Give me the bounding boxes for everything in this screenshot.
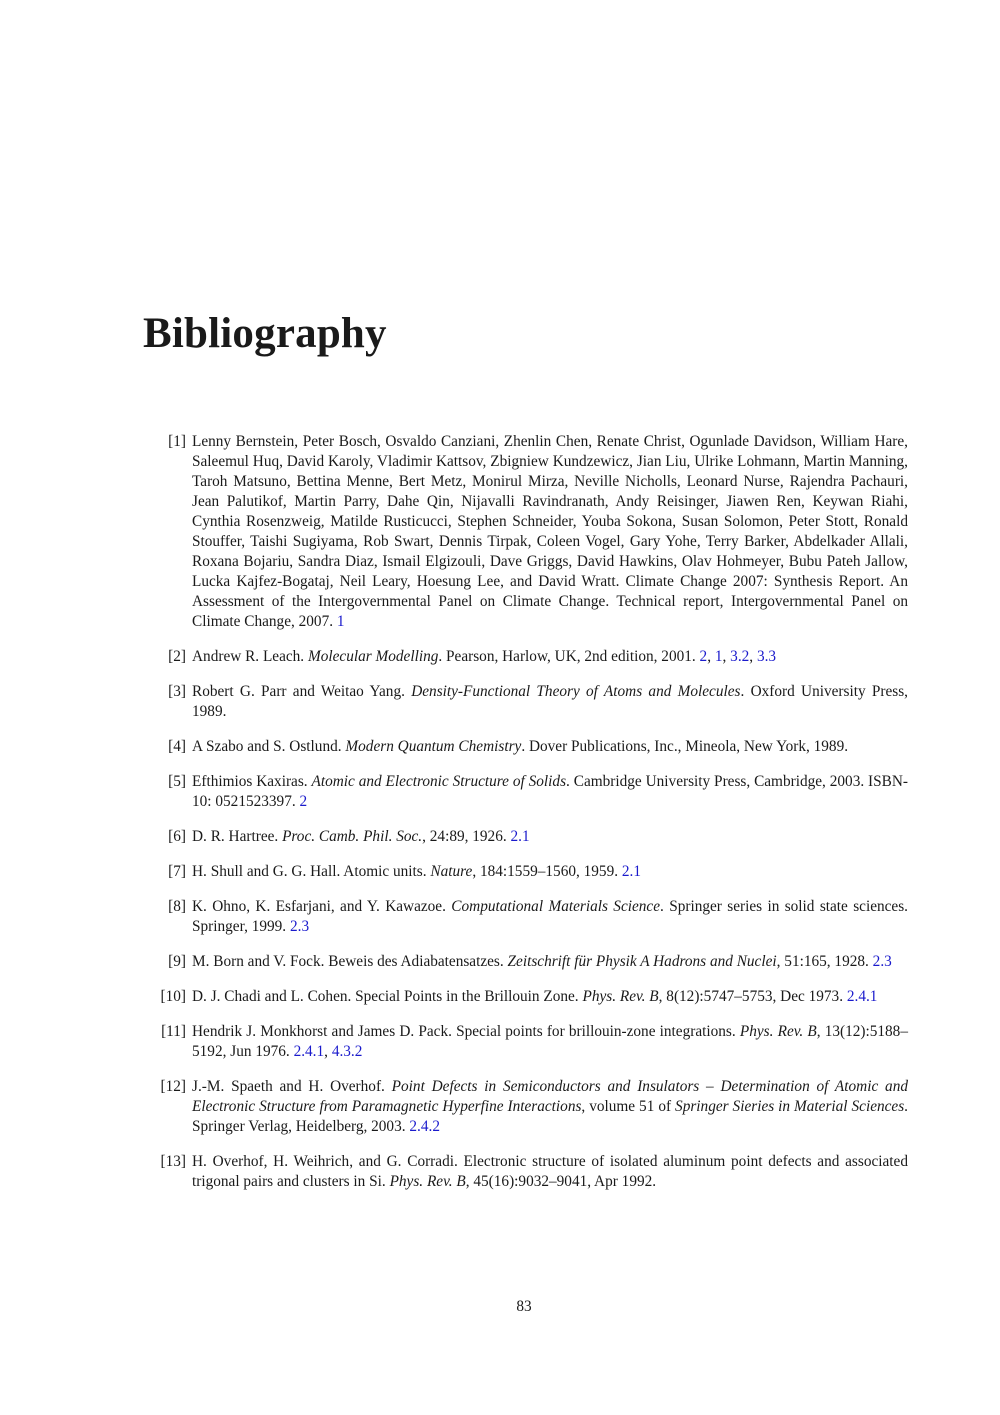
reference-plain-text: . Oxford University Press, 1989.	[192, 683, 909, 720]
reference-text	[186, 897, 908, 937]
reference-plain-text: . Dover Publications, Inc., Mineola, New York, 1989.	[521, 738, 849, 755]
reference-plain-text: Hendrik J. Monkhorst and James D. Pack. Special points for brillouin-zone integrations.	[192, 1023, 740, 1040]
reference-item	[140, 862, 908, 882]
reference-plain-text: Robert G. Parr and Weitao Yang.	[192, 683, 412, 700]
reference-item	[140, 1152, 908, 1192]
reference-italic-text: Proc. Camb. Phil. Soc.	[282, 828, 423, 845]
back-reference-link[interactable]: 2	[699, 648, 708, 665]
reference-number: [10]	[160, 988, 186, 1005]
reference-plain-text: ,	[707, 648, 715, 665]
reference-text	[186, 647, 908, 667]
reference-plain-text: ,	[722, 648, 731, 665]
reference-item	[140, 952, 908, 972]
reference-plain-text: M. Born and V. Fock. Beweis des Adiabatensatzes.	[192, 953, 508, 970]
reference-number: [4]	[168, 738, 186, 755]
back-reference-link[interactable]: 2.4.1	[293, 1043, 325, 1060]
reference-item	[140, 737, 908, 757]
reference-italic-text: Computational Materials Science	[451, 898, 661, 915]
reference-italic-text: Molecular Modelling	[307, 648, 439, 665]
reference-text	[186, 827, 908, 847]
reference-text	[186, 952, 908, 972]
reference-text	[186, 682, 908, 722]
back-reference-link[interactable]: 2.1	[510, 828, 530, 845]
reference-plain-text: ,	[749, 648, 757, 665]
reference-plain-text: Andrew R. Leach.	[192, 648, 308, 665]
reference-item	[140, 897, 908, 937]
reference-item	[140, 432, 908, 632]
reference-number: [2]	[168, 648, 186, 665]
reference-plain-text: D. J. Chadi and L. Cohen. Special Points in the Brillouin Zone.	[192, 988, 583, 1005]
back-reference-link[interactable]: 2.3	[289, 918, 310, 935]
reference-italic-text: Modern Quantum Chemistry	[345, 738, 522, 755]
reference-italic-text: Atomic and Electronic Structure of Solids	[311, 773, 567, 790]
reference-plain-text: H. Shull and G. G. Hall. Atomic units.	[192, 863, 431, 880]
reference-item	[140, 1022, 908, 1062]
back-reference-link[interactable]: 2.1	[621, 863, 642, 880]
reference-italic-text: Nature	[430, 863, 473, 880]
reference-text	[186, 1152, 908, 1192]
reference-item	[140, 1077, 908, 1137]
back-reference-link[interactable]: 2.4.2	[409, 1118, 440, 1135]
reference-plain-text: . Springer series in solid state sciences. Springer, 1999.	[192, 898, 908, 935]
reference-italic-text: Density-Functional Theory of Atoms and Molecules	[411, 683, 741, 700]
reference-number: [6]	[168, 828, 186, 845]
reference-italic-text: Phys. Rev. B	[389, 1173, 466, 1190]
reference-italic-text: Springer Sieries in Material Sciences	[675, 1098, 905, 1115]
back-reference-link[interactable]: 2	[299, 793, 308, 810]
reference-plain-text: . Springer Verlag, Heidelberg, 2003.	[192, 1098, 908, 1135]
reference-plain-text: Lenny Bernstein, Peter Bosch, Osvaldo Canziani, Zhenlin Chen, Renate Christ, Ogunlade Davidson, William Hare, Saleemul Huq, David Karoly, Vladimir Kattsov, Zbigniew Kundzewicz, Jian Liu, Ulrike Lohmann, Martin Manning, Taroh Matsuno, Bettina Menne, Bert Metz, Monirul Mirza, Neville Nicholls, Leonard Nurse, Rajendra Pachauri, Jean Palutikof, Martin Parry, Dahe Qin, Nijavalli Ravindranath, Andy Reisinger, Jiawen Ren, Keywan Riahi, Cynthia Rosenzweig, Matilde Rusticucci, Stephen Schneider, Youba Sokona, Susan Solomon, Peter Stott, Ronald Stouffer, Taishi Sugiyama, Rob Swart, Dennis Tirpak, Coleen Vogel, Gary Yohe, Terry Barker, Abdelkader Allali, Roxana Bojariu, Sandra Diaz, Ismail Elgizouli, Dave Griggs, David Hawkins, Olav Hohmeyer, Bubu Pateh Jallow, Lucka Kajfez-Bogataj, Neil Leary, Hoesung Lee, and David Wratt. Climate Change 2007: Synthesis Report. An Assessment of the Intergovernmental Panel on Climate Change. Technical report, Intergovernmental Panel on Climate Change, 2007.	[192, 433, 908, 630]
reference-item	[140, 827, 908, 847]
reference-plain-text: J.-M. Spaeth and H. Overhof.	[192, 1078, 392, 1095]
reference-number: [12]	[160, 1078, 186, 1095]
reference-number: [1]	[168, 433, 186, 450]
reference-plain-text: , 184:1559–1560, 1959.	[472, 863, 622, 880]
reference-italic-text: Point Defects in Semiconductors and Insulators – Determination of Atomic and Electronic Structure from Paramagnetic Hyperfine Interactions	[192, 1078, 908, 1115]
back-reference-link[interactable]: 2.4.1	[846, 988, 878, 1005]
reference-number: [3]	[168, 683, 186, 700]
reference-plain-text: , 13(12):5188–5192, Jun 1976.	[192, 1023, 908, 1060]
reference-text	[186, 1077, 908, 1137]
back-reference-link[interactable]: 3.2	[730, 648, 750, 665]
reference-text	[186, 1022, 908, 1062]
reference-number: [7]	[168, 863, 186, 880]
reference-plain-text: H. Overhof, H. Weihrich, and G. Corradi. Electronic structure of isolated aluminum point defects and associated trigonal pairs and clusters in Si.	[192, 1153, 908, 1190]
reference-plain-text: D. R. Hartree.	[192, 828, 283, 845]
reference-text	[186, 987, 908, 1007]
back-reference-link[interactable]: 1	[336, 613, 345, 630]
reference-item	[140, 682, 908, 722]
reference-plain-text: , 45(16):9032–9041, Apr 1992.	[465, 1173, 657, 1190]
reference-italic-text: Phys. Rev. B	[739, 1023, 817, 1040]
reference-number: [8]	[168, 898, 186, 915]
reference-text	[186, 432, 908, 632]
reference-number: [5]	[168, 773, 186, 790]
reference-plain-text: , 51:165, 1928.	[776, 953, 873, 970]
reference-item	[140, 772, 908, 812]
reference-text	[186, 772, 908, 812]
reference-item	[140, 647, 908, 667]
reference-text	[186, 862, 908, 882]
reference-plain-text: . Pearson, Harlow, UK, 2nd edition, 2001.	[438, 648, 700, 665]
back-reference-link[interactable]: 4.3.2	[331, 1043, 363, 1060]
reference-plain-text: ,	[324, 1043, 332, 1060]
reference-number: [9]	[168, 953, 186, 970]
reference-plain-text: Efthimios Kaxiras.	[192, 773, 312, 790]
reference-italic-text: Phys. Rev. B	[582, 988, 659, 1005]
reference-plain-text: , volume 51 of	[581, 1098, 676, 1115]
reference-number: [13]	[160, 1153, 186, 1170]
reference-plain-text: A Szabo and S. Ostlund.	[192, 738, 346, 755]
reference-plain-text: , 8(12):5747–5753, Dec 1973.	[658, 988, 847, 1005]
reference-list	[140, 432, 908, 1207]
reference-text	[186, 737, 908, 757]
reference-plain-text: K. Ohno, K. Esfarjani, and Y. Kawazoe.	[192, 898, 452, 915]
back-reference-link[interactable]: 3.3	[756, 648, 777, 665]
reference-plain-text: , 24:89, 1926.	[422, 828, 511, 845]
reference-number: [11]	[161, 1023, 186, 1040]
page-number: 83	[516, 1298, 532, 1315]
back-reference-link[interactable]: 1	[714, 648, 723, 665]
reference-plain-text: . Cambridge University Press, Cambridge, 2003. ISBN-10: 0521523397.	[192, 773, 908, 810]
back-reference-link[interactable]: 2.3	[872, 953, 892, 970]
reference-item	[140, 987, 908, 1007]
page-title: Bibliography	[143, 310, 387, 357]
reference-italic-text: Zeitschrift für Physik A Hadrons and Nuclei	[507, 953, 777, 970]
